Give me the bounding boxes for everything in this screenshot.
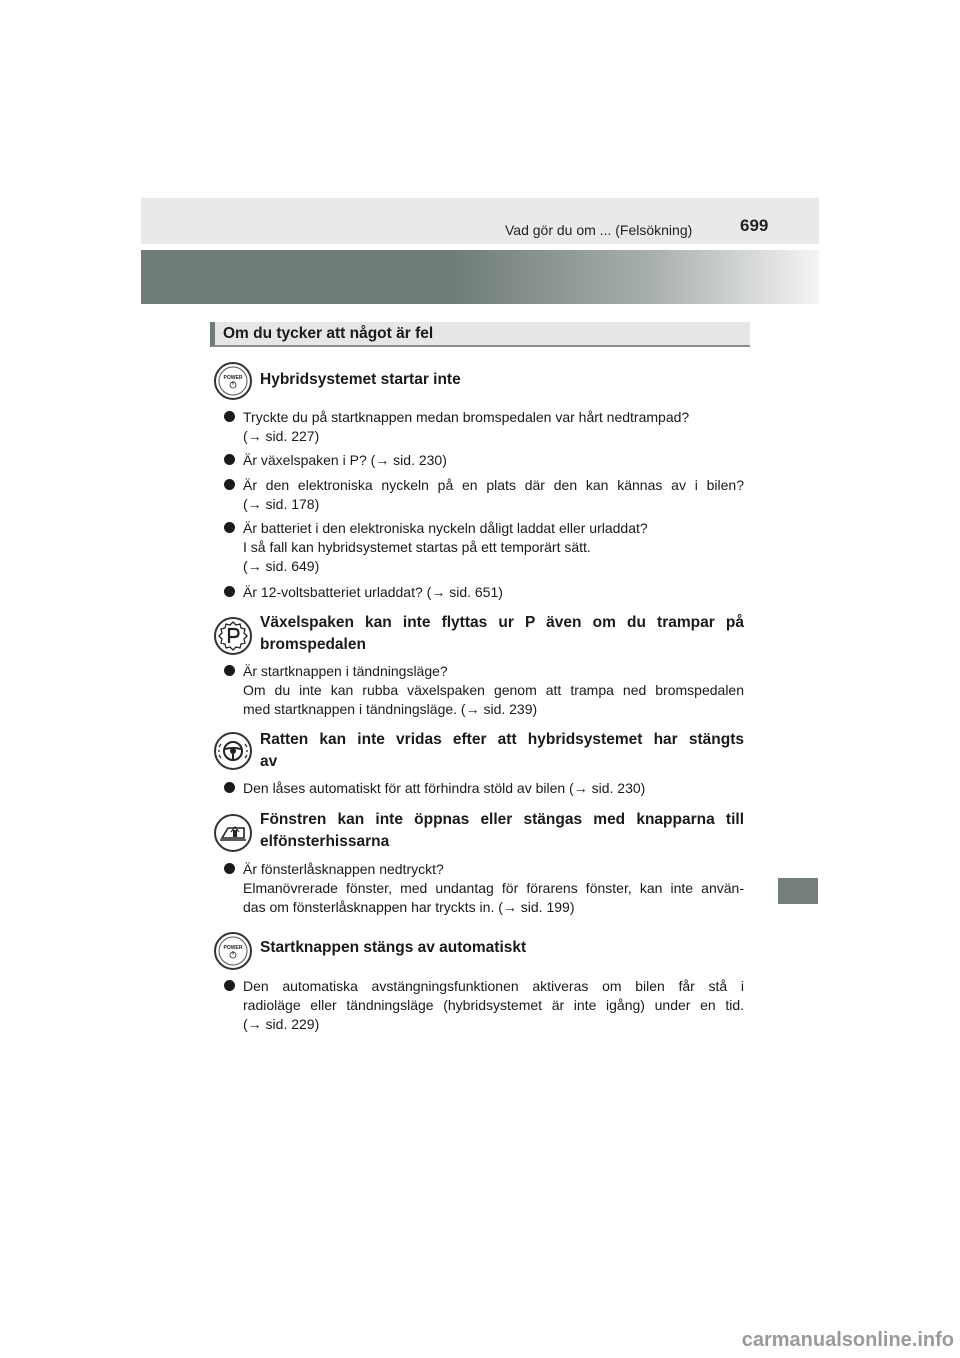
list-item [224,662,744,719]
heading-line: av [260,753,278,770]
list-item [224,476,744,514]
bullet-line: (→ sid. 649) [243,558,320,574]
list-item [224,519,744,576]
header-title: Vad gör du om ... (Felsökning) [505,222,693,238]
heading-line: Växelspaken kan inte flyttas ur P även om du trampar på [260,614,744,631]
list-item [224,583,744,602]
bullet-line: (→ sid. 178) [243,496,320,512]
header-bar [141,198,819,244]
bullet-line: Är 12-voltsbatteriet urladdat? (→ sid. 651) [243,584,503,600]
bullet-line: med startknappen i tändningsläge. (→ sid. 239) [243,701,538,717]
list-item [224,451,744,470]
list-item [224,779,744,798]
section-heading-text: Om du tycker att något är fel [223,325,434,342]
chapter-side-tab [778,878,818,904]
window-lock-icon [214,814,252,852]
bullet-line: Är fönsterlåsknappen nedtryckt? [243,861,444,877]
bullet-line: (→ sid. 227) [243,428,320,444]
bullet-dot [224,479,235,490]
bullet-dot [224,665,235,676]
bullet-line: Elmanövrerade fönster, med undantag för förarens fönster, kan inte använ- [243,880,744,896]
bullet-dot [224,782,235,793]
group-heading [260,809,744,853]
power-icon-label: POWER [223,375,243,381]
watermark: carmanualsonline.info [741,1329,954,1351]
bullet-line: Är växelspaken i P? (→ sid. 230) [243,452,447,468]
bullet-line: Om du inte kan rubba växelspaken genom att trampa ned bromspedalen [243,682,744,698]
power-icon-label: POWER [223,945,243,951]
bullet-line: Är den elektroniska nyckeln på en plats där den kan kännas av i bilen? [243,477,744,493]
bullet-line: radioläge eller tändningsläge (hybridsystemet är inte igång) under en tid. [243,997,744,1013]
heading-line: elfönsterhissarna [260,833,390,850]
bullet-line: (→ sid. 229) [243,1016,320,1032]
list-item [224,860,744,917]
power-button-icon [214,362,252,400]
bullet-line: Är startknappen i tändningsläge? [243,663,448,679]
bullet-dot [224,980,235,991]
shift-p-icon [214,617,252,655]
list-item [224,408,744,446]
bullet-line: Är batteriet i den elektroniska nyckeln dåligt laddat eller urladdat? [243,520,648,536]
bullet-line: I så fall kan hybridsystemet startas på ett temporärt sätt. [243,539,591,555]
bullet-line: Tryckte du på startknappen medan bromspedalen var hårt nedtrampad? [243,409,690,425]
section-heading [210,322,750,347]
bullet-line: Den automatiska avstängningsfunktionen aktiveras om bilen får stå i [243,978,744,994]
group-heading: Startknappen stängs av automatiskt [260,939,527,956]
bullet-dot [224,454,235,465]
list-item [224,977,744,1034]
steering-lock-icon [214,732,252,770]
bullet-dot [224,863,235,874]
power-button-icon [214,932,252,970]
bullet-dot [224,411,235,422]
chapter-banner [141,250,819,304]
page-number: 699 [740,216,769,235]
heading-line: Ratten kan inte vridas efter att hybridsystemet har stängts [260,731,744,748]
bullet-dot [224,586,235,597]
group-heading [260,729,744,773]
heading-line: Fönstren kan inte öppnas eller stängas med knapparna till [260,811,744,828]
bullet-line: das om fönsterlåsknappen har tryckts in. (→ sid. 199) [243,899,575,915]
bullet-dot [224,522,235,533]
heading-line: bromspedalen [260,636,366,653]
bullet-line: Den låses automatiskt för att förhindra stöld av bilen (→ sid. 230) [243,780,646,796]
group-heading: Hybridsystemet startar inte [260,371,461,388]
group-heading [260,612,744,656]
